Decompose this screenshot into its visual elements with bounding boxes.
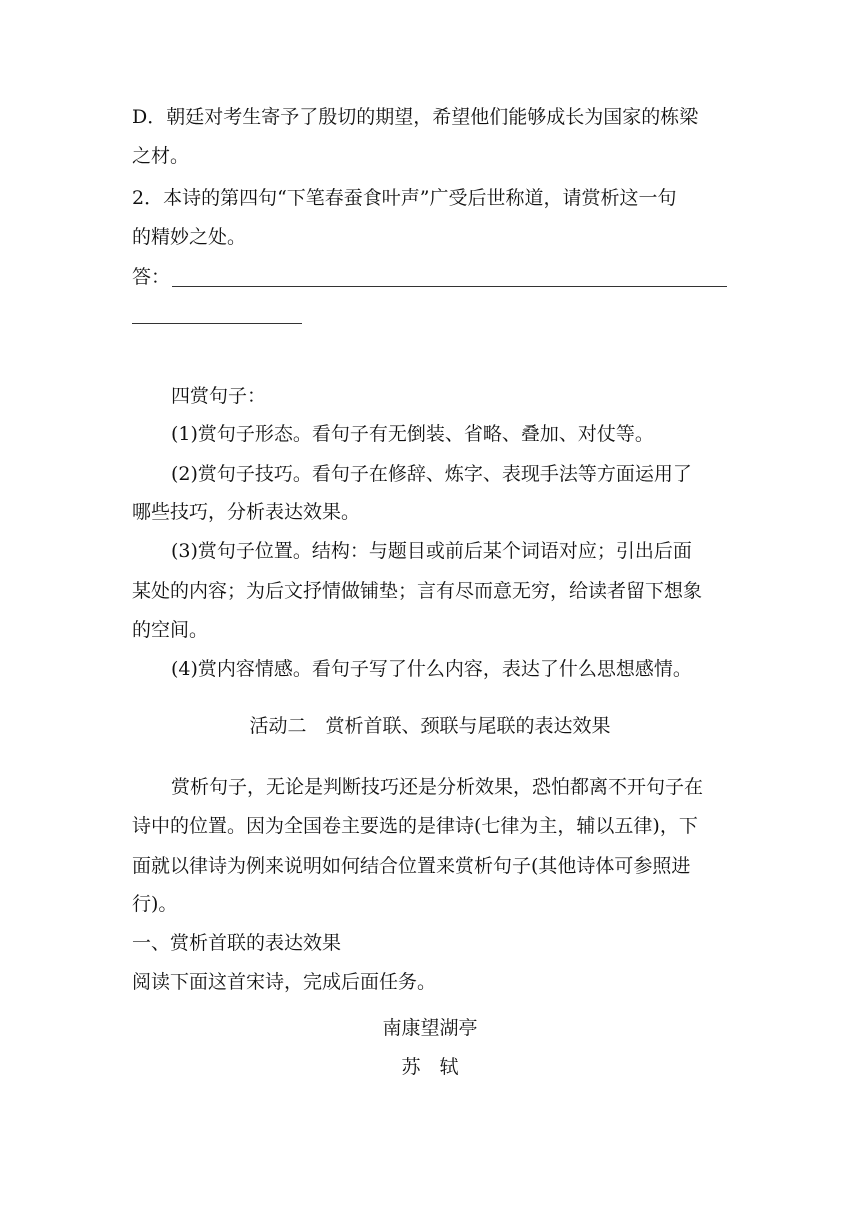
section-4-item-3-line-2: 某处的内容；为后文抒情做铺垫；言有尽而意无穷，给读者留下想象: [132, 580, 703, 602]
section-4-heading: 四赏句子：: [171, 385, 267, 407]
answer-label: 答：: [132, 266, 171, 288]
section-4-item-2-line-2: 哪些技巧，分析表达效果。: [132, 501, 361, 523]
answer-blank-line-2[interactable]: [132, 323, 302, 324]
section-4-item-2-line-1: (2)赏句子技巧。看句子在修辞、炼字、表现手法等方面运用了: [171, 463, 692, 485]
question-2-line-1: 2．本诗的第四句“下笔春蚕食叶声”广受后世称道，请赏析这一句: [132, 187, 677, 209]
section-4-item-3-line-3: 的空间。: [132, 619, 209, 641]
activity-2-para-line-4: 行)。: [132, 893, 178, 915]
activity-2-title: 活动二 赏析首联、颈联与尾联的表达效果: [249, 715, 611, 737]
option-d-line-1: D．朝廷对考生寄予了殷切的期望，希望他们能够成长为国家的栋梁: [132, 106, 699, 128]
activity-2-para-line-1: 赏析句子，无论是判断技巧还是分析效果，恐怕都离不开句子在: [171, 776, 704, 798]
section-4-item-3-line-1: (3)赏句子位置。结构：与题目或前后某个词语对应；引出后面: [171, 540, 692, 562]
question-2-line-2: 的精妙之处。: [132, 226, 247, 248]
section-4-item-1: (1)赏句子形态。看句子有无倒装、省略、叠加、对仗等。: [171, 423, 654, 445]
activity-2-para-line-2: 诗中的位置。因为全国卷主要选的是律诗(七律为主，辅以五律)，下: [132, 815, 698, 837]
poem-title: 南康望湖亭: [382, 1017, 478, 1039]
answer-blank-line-1[interactable]: [172, 286, 727, 287]
option-d-line-2: 之材。: [132, 145, 190, 167]
poem-author: 苏 轼: [401, 1056, 459, 1078]
activity-2-para-line-3: 面就以律诗为例来说明如何结合位置来赏析句子(其他诗体可参照进: [132, 855, 691, 877]
section-4-item-4: (4)赏内容情感。看句子写了什么内容，表达了什么思想感情。: [171, 658, 692, 680]
reading-instruction: 阅读下面这首宋诗，完成后面任务。: [132, 971, 437, 993]
subheading-first-couplet: 一、赏析首联的表达效果: [132, 932, 342, 954]
